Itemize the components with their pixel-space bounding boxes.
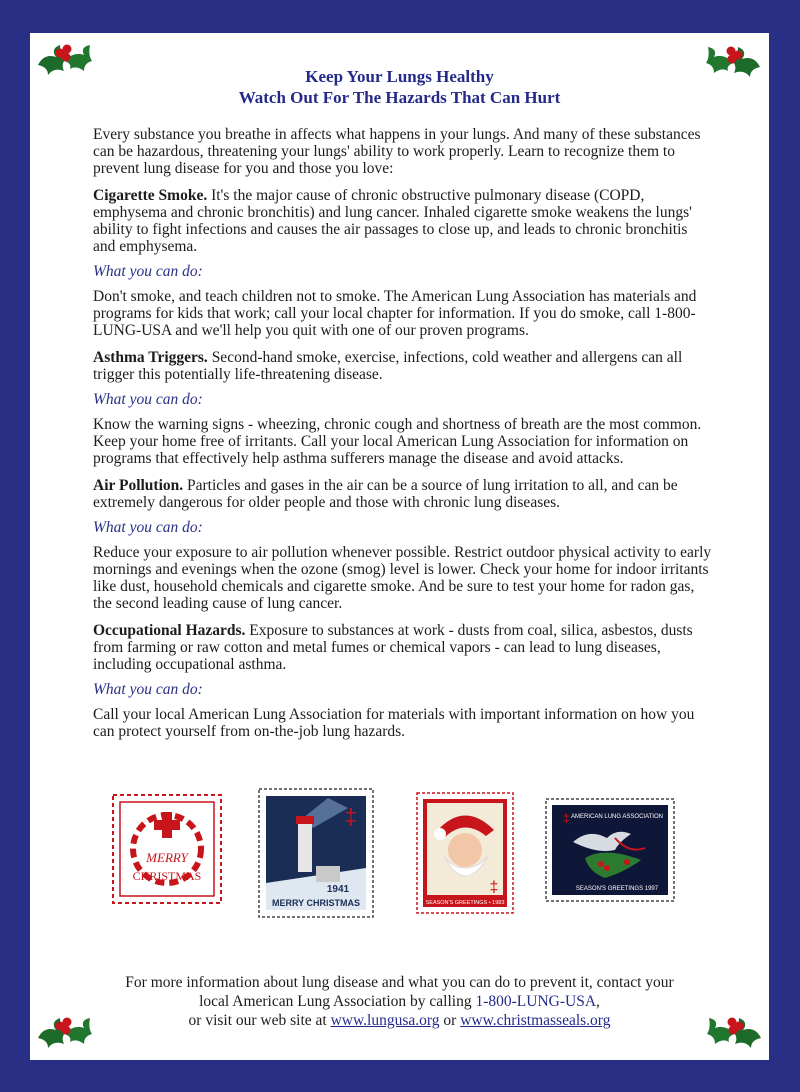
section-asthma-triggers [93,349,713,383]
footer-line [30,992,769,1011]
double-cross-icon: ‡ [489,879,499,896]
seal-text: MERRY [146,850,188,865]
intro-paragraph: Every substance you breathe in affects what happens in your lungs. And many of these substances can be hazardous, threatening your lungs' ability to work properly. Learn to recognize them to prevent lung disease for you and those you love: [93,126,701,177]
page-subtitle: Watch Out For The Hazards That Can Hurt [238,88,561,107]
footer-text: local American Lung Association by calling [199,993,476,1010]
seal-text: AMERICAN LUNG ASSOCIATION [571,814,663,820]
section-text: Second-hand smoke, exercise, infections, cold weather and allergens can all trigger this potentially life-threatening disease. [93,349,683,383]
seal-year: 1941 [326,884,350,895]
page-title: Keep Your Lungs Healthy [305,67,494,86]
christmas-seals-row [30,788,769,928]
what-you-can-do-text: Reduce your exposure to air pollution whenever possible. Restrict outdoor physical activity to early mornings and evenings when the ozone (smog) level is lower. Check your home for indoor irritants like dust, household chemicals and cigarette smoke. And be sure to test your home for radon gas, the second leading cause of lung cancer. [93,544,712,612]
what-you-can-do-text: Know the warning signs - wheezing, chronic cough and shortness of breath are the most common. Keep your home free of irritants. Call your local American Lung Association for information on programs that effectively help asthma sufferers manage the disease and avoid attacks. [93,416,702,467]
footer-line: For more information about lung disease and what you can do to prevent it, contact your [125,974,674,991]
section-text: Exposure to substances at work - dusts from coal, silica, asbestos, dusts from farming or raw cotton and metal fumes or chemical vapors - can lead to lung diseases, including occupational asthma. [93,622,693,673]
footer-text: or [439,1012,461,1029]
double-cross-icon: ‡ [563,811,570,825]
section-heading: Occupational Hazards. [93,622,246,639]
what-you-can-do-text: Don't smoke, and teach children not to smoke. The American Lung Association has materials and programs for kids that work; call your local chapter for information. If you do smoke, call 1-800-LUNG-USA and we'll help you quit with one of our proven programs. [93,288,697,339]
footer-contact [30,973,769,1030]
seal-text: MERRY CHRISTMAS [271,898,361,908]
christmas-seal-santa [416,792,514,914]
section-heading: Asthma Triggers. [93,349,208,366]
christmas-seal-lighthouse [258,788,374,918]
what-you-can-do-label: What you can do: [93,519,203,536]
phone-number: 1-800-LUNG-USA [475,993,597,1010]
section-heading: Air Pollution. [93,477,184,494]
what-you-can-do-text: Call your local American Lung Association for materials with important information on how you can protect yourself from on-the-job lung hazards. [93,706,695,740]
christmasseals-link[interactable]: www.christmasseals.org [460,1012,611,1029]
section-text: It's the major cause of chronic obstructive pulmonary disease (COPD, emphysema and chronic bronchitis) and lung cancer. Inhaled cigarette smoke weakens the lungs' ability to fight infections and causes the air passages to close up, and leads to chronic bronchitis and emphysema. [93,187,692,255]
footer-line [30,1011,769,1030]
section-heading: Cigarette Smoke. [93,187,208,204]
section-air-pollution [93,477,713,511]
what-you-can-do-label: What you can do: [93,391,203,408]
double-cross-icon: ‡ [344,804,358,829]
seal-text: SEASON'S GREETINGS • 1983 [425,900,505,906]
lungusa-link[interactable]: www.lungusa.org [330,1012,440,1029]
section-cigarette-smoke [93,187,713,255]
footer-text: , [596,993,600,1010]
page-sheet [30,33,769,1060]
seal-text: SEASON'S GREETINGS 1997 [575,886,659,892]
article-body [93,126,713,750]
christmas-seal-wreath [112,794,222,904]
what-you-can-do-label: What you can do: [93,681,203,698]
section-text: Particles and gases in the air can be a source of lung irritation to all, and can be extremely dangerous for older people and those with chronic lung diseases. [93,477,678,511]
footer-text: or visit our web site at [188,1012,331,1029]
christmas-seal-dove [545,798,675,902]
seal-text: CHRISTMAS [132,869,202,883]
what-you-can-do-label: What you can do: [93,263,203,280]
section-occupational-hazards [93,622,713,673]
